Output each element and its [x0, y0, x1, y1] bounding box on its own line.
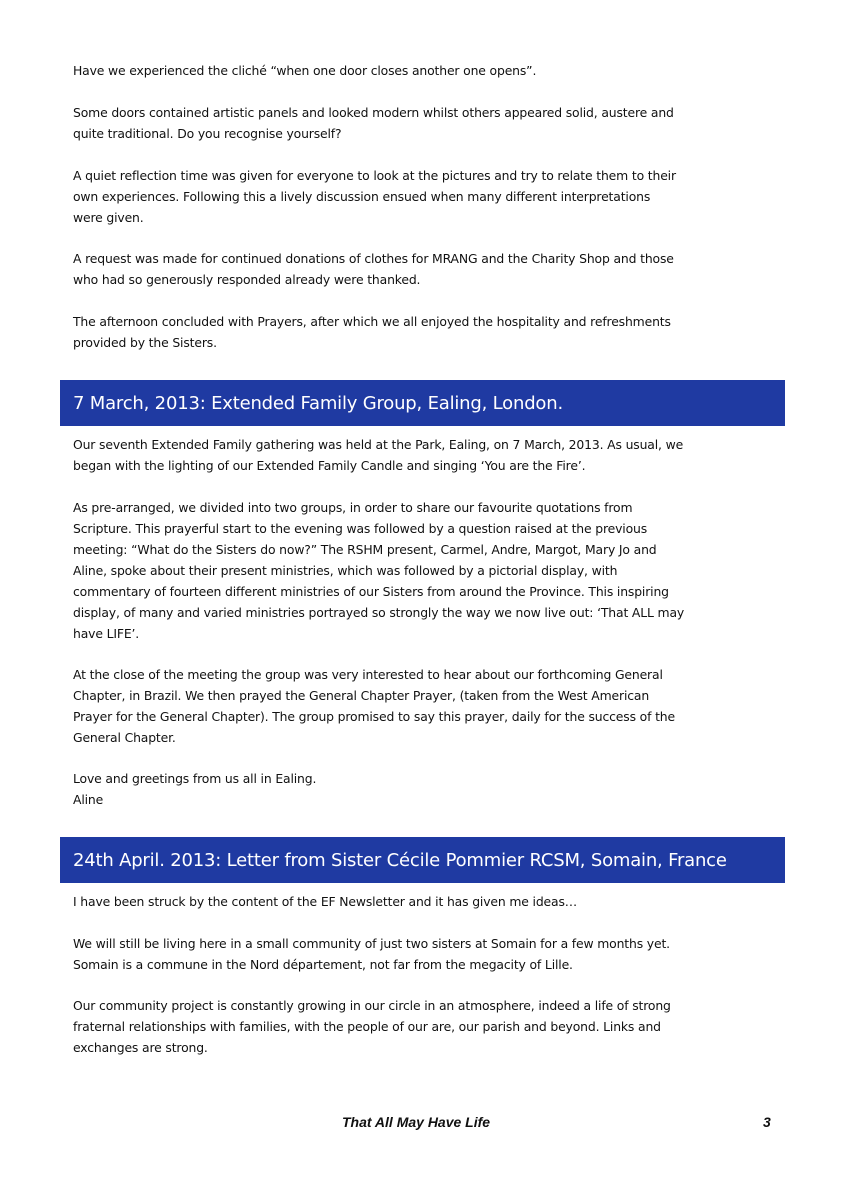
paragraph: I have been struck by the content of the EF Newsletter and it has given me ideas… — [73, 894, 578, 909]
paragraph: Our seventh Extended Family gathering was held at the Park, Ealing, on 7 March, 2013. As usual, we began with the lighting of our Extended Family Candle and singing ‘You are the Fire’. — [73, 437, 684, 473]
paragraph: As pre-arranged, we divided into two groups, in order to share our favourite quotations from Scripture. This prayerful start to the evening was followed by a question raised at the previous meeting: “What do the Sisters do now?” The RSHM present, Carmel, Andre, Margot, Mary Jo and Aline, spoke about their present ministries, which was followed by a pictorial display, with commentary of fourteen different ministries of our Sisters from around the Province. This inspiring display, of many and varied ministries portrayed so strongly the way we now live out: ‘That ALL may have LIFE’. — [73, 500, 685, 641]
section-heading-text: 7 March, 2013: Extended Family Group, Ealing, London. — [73, 392, 563, 414]
section-heading-somain — [60, 837, 785, 883]
paragraph: Our community project is constantly growing in our circle in an atmosphere, indeed a life of strong fraternal relationships with families, with the people of our are, our parish and beyond. Links and exchanges are strong. — [73, 998, 671, 1055]
paragraph: Have we experienced the cliché “when one door closes another one opens”. — [73, 63, 537, 78]
section-heading-ealing — [60, 380, 785, 426]
section-heading-text: 24th April. 2013: Letter from Sister Cécile Pommier RCSM, Somain, France — [73, 849, 727, 871]
paragraph: At the close of the meeting the group was very interested to hear about our forthcoming General Chapter, in Brazil. We then prayed the General Chapter Prayer, (taken from the West American Prayer for the General Chapter). The group promised to say this prayer, daily for the success of the General Chapter. — [73, 667, 675, 745]
paragraph: Some doors contained artistic panels and looked modern whilst others appeared solid, austere and quite traditional. Do you recognise yourself? — [73, 105, 674, 141]
paragraph: We will still be living here in a small community of just two sisters at Somain for a few months yet. Somain is a commune in the Nord département, not far from the megacity of Lille. — [73, 936, 670, 972]
page-number: 3 — [763, 1114, 771, 1130]
paragraph: A quiet reflection time was given for everyone to look at the pictures and try to relate them to their own experiences. Following this a lively discussion ensued when many different interpretations were given. — [73, 168, 676, 225]
paragraph: A request was made for continued donations of clothes for MRANG and the Charity Shop and those who had so generously responded already were thanked. — [73, 251, 674, 287]
paragraph: Love and greetings from us all in Ealing. Aline — [73, 771, 317, 807]
paragraph: The afternoon concluded with Prayers, after which we all enjoyed the hospitality and refreshments provided by the Sisters. — [73, 314, 671, 350]
footer-title: That All May Have Life — [342, 1114, 491, 1130]
